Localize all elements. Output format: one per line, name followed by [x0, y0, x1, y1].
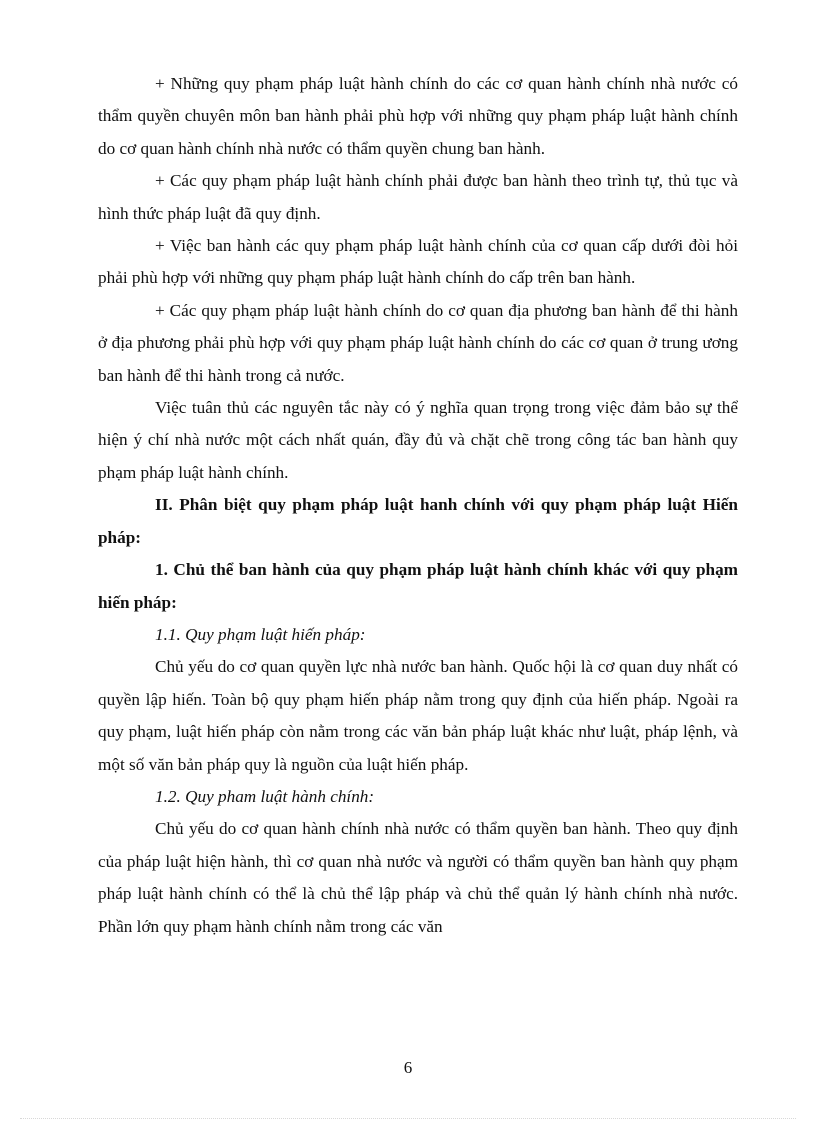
page-number: 6 [403, 1058, 413, 1077]
subheading-1-1: 1.1. Quy phạm luật hiến pháp: [155, 624, 366, 644]
paragraph-local-agency: + Các quy phạm pháp luật hành chính do cơ quan địa phương ban hành để thi hành ở địa phương phải phù hợp với quy phạm pháp luật hành chính do các cơ quan ở trung ương ban hành để thi hành trong cả nước. [98, 300, 738, 385]
paragraph-procedure-and-form: + Các quy phạm pháp luật hành chính phải được ban hành theo trình tự, thủ tục và hình thức pháp luật đã quy định. [98, 171, 738, 223]
footer-divider [20, 1118, 796, 1119]
paragraph-principle-significance: Việc tuân thủ các nguyên tắc này có ý nghĩa quan trọng trong việc đảm bảo sự thể hiện ý chí nhà nước một cách nhất quán, đầy đủ và chặt chẽ trong công tác ban hành quy phạm pháp luật hành chính. [98, 398, 738, 482]
paragraph-constitutional-norms: Chủ yếu do cơ quan quyền lực nhà nước ban hành. Quốc hội là cơ quan duy nhất có quyền lập hiến. Toàn bộ quy phạm hiến pháp nằm trong quy định của hiến pháp. Ngoài ra quy phạm, luật hiến pháp còn nằm trong các văn bản pháp luật khác như luật, pháp lệnh, và một số văn bản pháp quy là nguồn của luật hiến pháp. [98, 657, 738, 774]
paragraph-administrative-norms: Chủ yếu do cơ quan hành chính nhà nước có thẩm quyền ban hành. Theo quy định của pháp luật hiện hành, thì cơ quan nhà nước và người có thẩm quyền ban hành quy phạm pháp luật hành chính có thể là chủ thể lập pháp và chủ thể quản lý hành chính nhà nước. Phần lớn quy phạm hành chính nằm trong các văn [98, 819, 738, 936]
paragraph-specialized-agency-norms: + Những quy phạm pháp luật hành chính do các cơ quan hành chính nhà nước có thẩm quyền chuyên môn ban hành phải phù hợp với những quy phạm pháp luật hành chính do cơ quan hành chính nhà nước có thẩm quyền chung ban hành. [98, 74, 738, 158]
subheading-1-2: 1.2. Quy pham luật hành chính: [155, 786, 375, 806]
section-heading-ii: II. Phân biệt quy phạm pháp luật hanh chính với quy phạm pháp luật Hiến pháp: [98, 495, 738, 547]
document-body [98, 68, 738, 943]
subsection-heading-1: 1. Chủ thể ban hành của quy phạm pháp luật hành chính khác với quy phạm hiến pháp: [98, 560, 738, 612]
paragraph-lower-level-agency: + Việc ban hành các quy phạm pháp luật hành chính của cơ quan cấp dưới đòi hỏi phải phù hợp với những quy phạm pháp luật hành chính do cấp trên ban hành. [98, 236, 738, 288]
